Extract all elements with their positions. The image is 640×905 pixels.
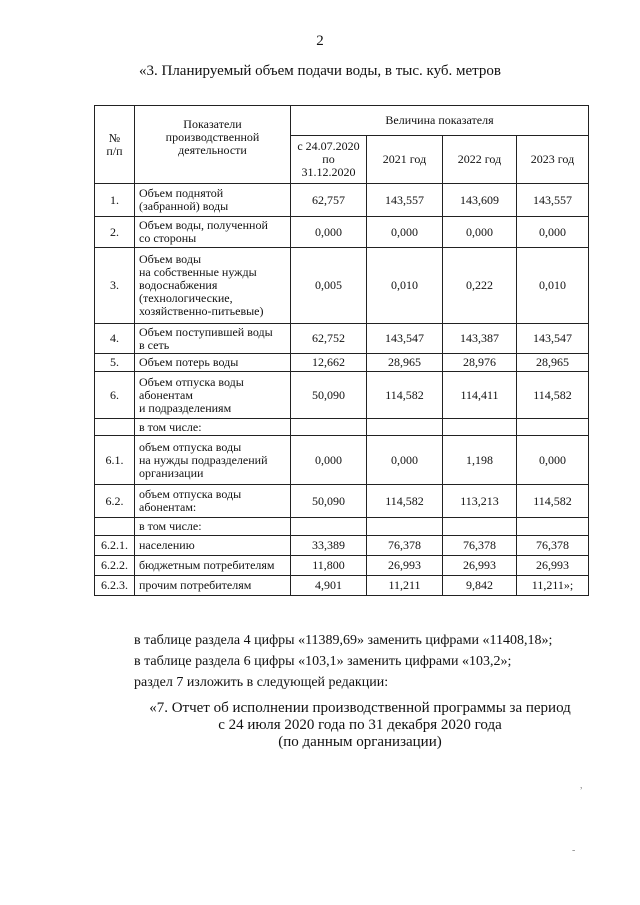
cell-value: 26,993 [367,556,443,576]
cell-value: 0,000 [443,217,517,248]
section7-heading-line: «7. Отчет об исполнении производственной программы за период [149,700,571,716]
cell-value: 114,582 [367,485,443,518]
cell-value: 114,582 [517,372,589,419]
cell-value: 143,547 [517,324,589,354]
row-name: объем отпуска воды на нужды подразделений организации [135,436,291,485]
cell-value: 113,213 [443,485,517,518]
instruction-line: в таблице раздела 6 цифры «103,1» заменить цифрами «103,2»; [134,654,512,669]
cell-value: 28,976 [443,354,517,372]
row-number: 4. [95,324,135,354]
cell-value: 76,378 [367,536,443,556]
header-value-group: Величина показателя [291,106,589,136]
table-row [95,518,589,536]
table-row [95,485,589,518]
cell-value: 114,582 [367,372,443,419]
table-row [95,184,589,217]
cell-value [367,518,443,536]
instruction-line: в таблице раздела 4 цифры «11389,69» заменить цифрами «11408,18»; [134,633,553,648]
cell-value: 0,010 [367,248,443,324]
page-number: 2 [316,33,324,49]
table-row [95,576,589,596]
cell-value: 0,000 [367,217,443,248]
table-row [95,354,589,372]
water-supply-table [94,105,589,596]
row-name: в том числе: [135,419,291,436]
header-year: 2021 год [367,136,443,184]
section-title: «3. Планируемый объем подачи воды, в тыс. куб. метров [138,63,502,79]
cell-value: 0,000 [517,436,589,485]
cell-value: 0,010 [517,248,589,324]
cell-value: 0,005 [291,248,367,324]
cell-value: 1,198 [443,436,517,485]
scan-speck: , [580,780,583,791]
cell-value: 26,993 [443,556,517,576]
row-number: 1. [95,184,135,217]
instruction-line: раздел 7 изложить в следующей редакции: [134,675,389,690]
table-row [95,536,589,556]
table-row [95,324,589,354]
cell-value: 26,993 [517,556,589,576]
row-name: Объем потерь воды [135,354,291,372]
row-number: 6.2.3. [95,576,135,596]
row-name: Объем поступившей воды в сеть [135,324,291,354]
table-row [95,436,589,485]
cell-value: 76,378 [443,536,517,556]
header-year: 2023 год [517,136,589,184]
row-name: объем отпуска воды абонентам: [135,485,291,518]
header-indicator: Показатели производственной деятельности [135,106,291,184]
row-number [95,419,135,436]
row-name: Объем отпуска воды абонентам и подразделениям [135,372,291,419]
cell-value: 12,662 [291,354,367,372]
cell-value: 143,609 [443,184,517,217]
cell-value: 33,389 [291,536,367,556]
cell-value: 28,965 [367,354,443,372]
cell-value: 62,752 [291,324,367,354]
row-name: Объем воды на собственные нужды водоснабжения (технологические, хозяйственно-питьевые) [135,248,291,324]
section7-heading [0,700,640,751]
cell-value: 50,090 [291,372,367,419]
cell-value: 11,211 [367,576,443,596]
cell-value: 76,378 [517,536,589,556]
header-year: 2022 год [443,136,517,184]
cell-value: 114,411 [443,372,517,419]
cell-value: 9,842 [443,576,517,596]
cell-value [367,419,443,436]
cell-value [291,419,367,436]
cell-value: 143,557 [367,184,443,217]
row-number: 2. [95,217,135,248]
cell-value: 11,211»; [517,576,589,596]
row-name: Объем воды, полученной со стороны [135,217,291,248]
cell-value: 143,547 [367,324,443,354]
row-number: 6.1. [95,436,135,485]
cell-value [443,419,517,436]
table-row [95,556,589,576]
cell-value: 143,387 [443,324,517,354]
scan-speck: - [572,845,576,856]
cell-value: 143,557 [517,184,589,217]
row-name: в том числе: [135,518,291,536]
section7-heading-line: с 24 июля 2020 года по 31 декабря 2020 года [218,717,502,733]
cell-value: 114,582 [517,485,589,518]
row-number: 6.2. [95,485,135,518]
cell-value: 0,000 [367,436,443,485]
cell-value [517,419,589,436]
header-period: с 24.07.2020 по 31.12.2020 [291,136,367,184]
row-name: прочим потребителям [135,576,291,596]
table-row [95,217,589,248]
row-number: 5. [95,354,135,372]
row-name: бюджетным потребителям [135,556,291,576]
cell-value: 28,965 [517,354,589,372]
cell-value [291,518,367,536]
cell-value: 0,000 [291,217,367,248]
cell-value: 0,222 [443,248,517,324]
cell-value: 0,000 [291,436,367,485]
cell-value [443,518,517,536]
table-row [95,372,589,419]
row-number [95,518,135,536]
section7-heading-line: (по данным организации) [278,734,442,750]
row-number: 6.2.1. [95,536,135,556]
table-row [95,248,589,324]
row-number: 6.2.2. [95,556,135,576]
row-number: 6. [95,372,135,419]
cell-value [517,518,589,536]
row-name: населению [135,536,291,556]
cell-value: 4,901 [291,576,367,596]
cell-value: 50,090 [291,485,367,518]
cell-value: 62,757 [291,184,367,217]
cell-value: 11,800 [291,556,367,576]
row-number: 3. [95,248,135,324]
amendment-instructions [134,630,552,693]
header-num: № п/п [95,106,135,184]
table-row [95,419,589,436]
row-name: Объем поднятой (забранной) воды [135,184,291,217]
cell-value: 0,000 [517,217,589,248]
